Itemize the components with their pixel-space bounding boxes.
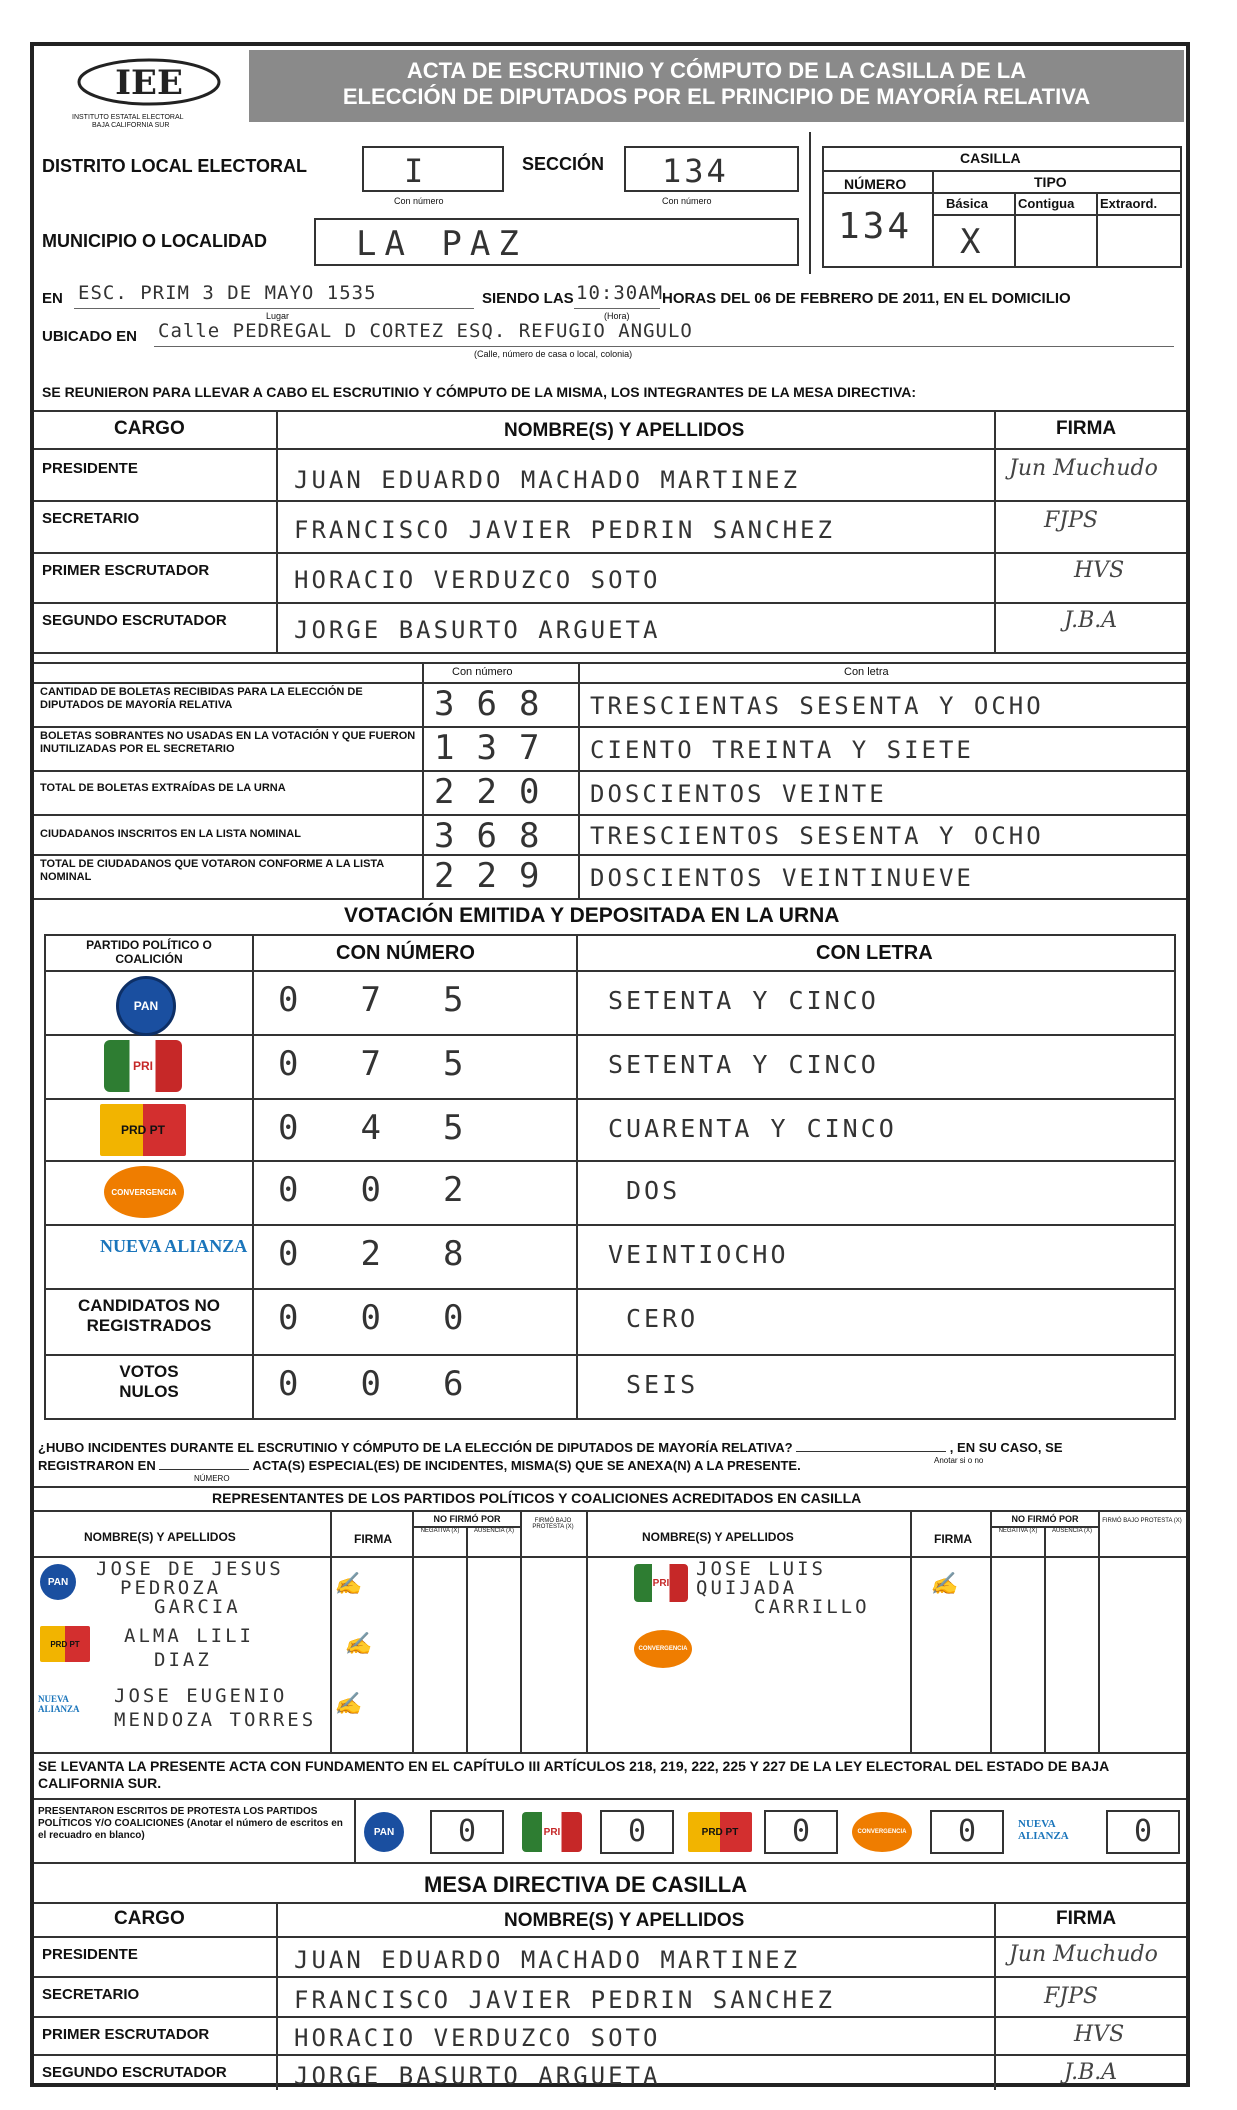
vote-num-no-registrados: 000: [278, 1298, 526, 1338]
lugar-caption: Lugar: [266, 311, 290, 321]
mesa-top-firma-3: J.B.A: [1064, 608, 1118, 633]
mesa-top-cargo-1: SECRETARIO: [42, 510, 140, 527]
hora-caption: (Hora): [604, 311, 630, 321]
municipality-label: MUNICIPIO O LOCALIDAD: [42, 231, 267, 251]
mesa-bottom-nombre-2: HORACIO VERDUZCO SOTO: [294, 2024, 661, 2052]
protesta-pan-logo-icon: PAN: [364, 1812, 404, 1852]
rep-left-1-name: ALMA LILI DIAZ: [124, 1625, 254, 1671]
section-field[interactable]: 134: [624, 146, 799, 192]
vote-letra-prd-pt: CUARENTA Y CINCO: [608, 1114, 897, 1143]
boleta-letra-4: DOSCIENTOS VEINTINUEVE: [590, 864, 974, 892]
boleta-label-1: BOLETAS SOBRANTES NO USADAS EN LA VOTACIÓN Y QUE FUERON INUTILIZADAS POR EL SECRETARIO: [40, 730, 416, 755]
boleta-label-3: CIUDADANOS INSCRITOS EN LA LISTA NOMINAL: [40, 828, 301, 840]
vote-letra-pan: SETENTA Y CINCO: [608, 986, 879, 1015]
fundamento-text: SE LEVANTA LA PRESENTE ACTA CON FUNDAMENTO EN EL CAPÍTULO III ARTÍCULOS 218, 219, 222, 225 Y 227 DE LA LEY ELECTORAL DEL ESTADO DE BAJA CALIFORNIA SUR.: [38, 1758, 1109, 1791]
rep-left-0-logo-icon: PAN: [40, 1564, 76, 1600]
domicilio-value: Calle PEDREGAL D CORTEZ ESQ. REFUGIO ANGULO: [158, 320, 693, 342]
protesta-pan-field[interactable]: 0: [430, 1810, 504, 1854]
protesta-pri-field[interactable]: 0: [600, 1810, 674, 1854]
title-banner: [249, 50, 1184, 122]
mesa-bottom-firma-0: Jun Muchudo: [1009, 1942, 1158, 1967]
representantes-title: REPRESENTANTES DE LOS PARTIDOS POLÍTICOS Y COALICIONES ACREDITADOS EN CASILLA: [212, 1490, 862, 1506]
mesa-bottom-firma-2: HVS: [1074, 2022, 1125, 2047]
protesta-nueva-alianza-field[interactable]: 0: [1106, 1810, 1180, 1854]
reunieron-text: SE REUNIERON PARA LLEVAR A CABO EL ESCRUTINIO Y CÓMPUTO DE LA MISMA, LOS INTEGRANTES DE LA MESA DIRECTIVA:: [42, 384, 917, 400]
votacion-table: [44, 934, 1176, 1420]
mesa-top-nombre-1: FRANCISCO JAVIER PEDRIN SANCHEZ: [294, 516, 835, 544]
convergencia-logo-icon: CONVERGENCIA: [104, 1166, 184, 1218]
anotar-caption: Anotar si o no: [934, 1456, 984, 1465]
mesa-top-cargo-3: SEGUNDO ESCRUTADOR: [42, 612, 227, 629]
rep-left-1-firma-icon: ✍: [344, 1632, 372, 1657]
incidentes-line-1: ¿HUBO INCIDENTES DURANTE EL ESCRUTINIO Y CÓMPUTO DE LA ELECCIÓN DE DIPUTADOS DE MAYORÍA RELATIVA? , EN SU CASO, SE: [38, 1440, 1063, 1455]
rep-right-0-firma-icon: ✍: [930, 1572, 958, 1597]
mesa-top-cargo-0: PRESIDENTE: [42, 460, 138, 477]
protesta-convergencia-logo-icon: CONVERGENCIA: [852, 1812, 912, 1852]
casilla-numero-value: 134: [838, 206, 913, 247]
rep-left-0-name: JOSE DE JESUS PEDROZA GARCIA: [96, 1558, 284, 1618]
letra-header: CON LETRA: [816, 942, 933, 964]
boleta-num-3: 368: [434, 816, 562, 856]
representantes-table: NOMBRE(S) Y APELLIDOS FIRMA NO FIRMÓ POR NEGATIVA (X) AUSENCIA (X) FIRMÓ BAJO PROTESTA (X) NOMBRE(S) Y APELLIDOS FIRMA NO FIRMÓ POR NEGATIVA (X) AUSENCIA (X) FIRMÓ BAJO PROTESTA (X) PAN JOSE DE JESUS PEDROZA GARCIA PRD PT ALMA LILI DIAZ NUEVA ALIANZA JOSE EUGENIO MENDOZA TORRES ✍ ✍ ✍ PRI JOSE LUIS QUIJADA CARRILLO ✍ CONVERGENCIA: [34, 1510, 1186, 1754]
horas-text: HORAS DEL 06 DE FEBRERO DE 2011, EN EL DOMICILIO: [662, 290, 1071, 307]
casilla-box: CASILLA NÚMERO TIPO Básica Contigua Extraord. 134 X: [822, 146, 1182, 268]
mesa-bottom-nombre-0: JUAN EDUARDO MACHADO MARTINEZ: [294, 1946, 801, 1974]
mesa-bottom-table: CARGO NOMBRE(S) Y APELLIDOS FIRMA PRESIDENTE SECRETARIO PRIMER ESCRUTADOR SEGUNDO ESCRUTADOR JUAN EDUARDO MACHADO MARTINEZ FRANCISCO JAVIER PEDRIN SANCHEZ HORACIO VERDUZCO SOTO JORGE BASURTO ARGUETA Jun Muchudo FJPS HVS J.B.A: [34, 1902, 1186, 2088]
vote-num-pri: 075: [278, 1044, 526, 1084]
mesa-bottom-cargo-2: PRIMER ESCRUTADOR: [42, 2026, 210, 2043]
numero-header: CON NÚMERO: [336, 942, 475, 964]
protesta-convergencia-field[interactable]: 0: [930, 1810, 1004, 1854]
boleta-letra-3: TRESCIENTOS SESENTA Y OCHO: [590, 822, 1044, 850]
votacion-title: VOTACIÓN EMITIDA Y DEPOSITADA EN LA URNA: [344, 904, 840, 927]
iee-logo: [54, 52, 244, 132]
mesa-bottom-title: MESA DIRECTIVA DE CASILLA: [424, 1872, 748, 1897]
protesta-text: PRESENTARON ESCRITOS DE PROTESTA LOS PARTIDOS POLÍTICOS Y/O COALICIONES (Anotar el número de escritos en el recuadro en blanco): [38, 1806, 343, 1841]
vote-letra-pri: SETENTA Y CINCO: [608, 1050, 879, 1079]
partido-header: PARTIDO POLÍTICO O COALICIÓN: [86, 938, 212, 966]
mesa-top-nombre-0: JUAN EDUARDO MACHADO MARTINEZ: [294, 466, 801, 494]
logo-caption-2: BAJA CALIFORNIA SUR: [92, 122, 170, 129]
mesa-top-firma-2: HVS: [1074, 558, 1125, 583]
vote-letra-nulos: SEIS: [626, 1370, 699, 1399]
acta-sheet: [30, 42, 1190, 2090]
vote-num-nulos: 006: [278, 1364, 526, 1404]
boleta-letra-1: CIENTO TREINTA Y SIETE: [590, 736, 974, 764]
numero-caption: NÚMERO: [194, 1474, 230, 1483]
rep-left-2-firma-icon: ✍: [334, 1692, 362, 1717]
nulos-label: VOTOS NULOS: [119, 1362, 179, 1401]
rep-left-2-name: JOSE EUGENIO MENDOZA TORRES: [114, 1685, 317, 1731]
section-caption: Con número: [662, 196, 712, 206]
boletas-table: Con número Con letra CANTIDAD DE BOLETAS RECIBIDAS PARA LA ELECCIÓN DE DIPUTADOS DE MAYORÍA RELATIVA 368 TRESCIENTAS SESENTA Y OCHO BOLETAS SOBRANTES NO USADAS EN LA VOTACIÓN Y QUE FUERON INUTILIZADAS POR EL SECRETARIO 137 CIENTO TREINTA Y SIETE TOTAL DE BOLETAS EXTRAÍDAS DE LA URNA 220 DOSCIENTOS VEINTE CIUDADANOS INSCRITOS EN LA LISTA NOMINAL 368 TRESCIENTOS SESENTA Y OCHO TOTAL DE CIUDADANOS QUE VOTARON CONFORME A LA LISTA NOMINAL 229 DOSCIENTOS VEINTINUEVE: [34, 662, 1186, 900]
mesa-top-nombre-3: JORGE BASURTO ARGUETA: [294, 616, 661, 644]
vote-num-prd-pt: 045: [278, 1108, 526, 1148]
title-line-2: ELECCIÓN DE DIPUTADOS POR EL PRINCIPIO DE MAYORÍA RELATIVA: [342, 84, 1091, 109]
mesa-top-firma-1: FJPS: [1044, 508, 1098, 533]
boleta-label-0: CANTIDAD DE BOLETAS RECIBIDAS PARA LA ELECCIÓN DE DIPUTADOS DE MAYORÍA RELATIVA: [40, 686, 363, 711]
protesta-pri-logo-icon: PRI: [522, 1812, 582, 1852]
boleta-num-4: 229: [434, 856, 562, 896]
mesa-bottom-cargo-3: SEGUNDO ESCRUTADOR: [42, 2064, 227, 2081]
pri-logo-icon: PRI: [104, 1040, 182, 1092]
boleta-label-2: TOTAL DE BOLETAS EXTRAÍDAS DE LA URNA: [40, 782, 286, 794]
prd-pt-logo-icon: PRD PT: [100, 1104, 186, 1156]
rep-left-2-logo-icon: NUEVA ALIANZA: [38, 1694, 80, 1714]
vote-num-convergencia: 002: [278, 1170, 526, 1210]
section-label: SECCIÓN: [522, 154, 605, 174]
ubicado-label: UBICADO EN: [42, 328, 138, 345]
vote-letra-no-registrados: CERO: [626, 1304, 699, 1333]
boleta-label-4: TOTAL DE CIUDADANOS QUE VOTARON CONFORME A LA LISTA NOMINAL: [40, 858, 384, 883]
district-label: DISTRITO LOCAL ELECTORAL: [42, 156, 308, 176]
mesa-top-table: CARGO NOMBRE(S) Y APELLIDOS FIRMA PRESIDENTE SECRETARIO PRIMER ESCRUTADOR SEGUNDO ESCRUTADOR JUAN EDUARDO MACHADO MARTINEZ FRANCISCO JAVIER PEDRIN SANCHEZ HORACIO VERDUZCO SOTO JORGE BASURTO ARGUETA Jun Muchudo FJPS HVS J.B.A: [34, 410, 1186, 654]
nueva-alianza-logo-icon: NUEVA ALIANZA: [100, 1236, 248, 1256]
pan-logo-icon: PAN: [116, 976, 176, 1036]
mesa-bottom-firma-1: FJPS: [1044, 1984, 1098, 2009]
mesa-bottom-nombre-3: JORGE BASURTO ARGUETA: [294, 2062, 661, 2090]
no-registrados-label: CANDIDATOS NO REGISTRADOS: [78, 1296, 220, 1335]
mesa-top-nombre-2: HORACIO VERDUZCO SOTO: [294, 566, 661, 594]
logo-caption-1: INSTITUTO ESTATAL ELECTORAL: [72, 114, 184, 121]
rep-right-1-logo-icon: CONVERGENCIA: [634, 1630, 692, 1668]
divider: [809, 132, 811, 274]
mesa-top-firma-0: Jun Muchudo: [1009, 456, 1158, 481]
protesta-row: [34, 1798, 1186, 1864]
vote-letra-nueva-alianza: VEINTIOCHO: [608, 1240, 789, 1269]
lugar-value: ESC. PRIM 3 DE MAYO 1535: [78, 282, 377, 304]
protesta-prd-pt-logo-icon: PRD PT: [688, 1812, 752, 1852]
title-line-1: ACTA DE ESCRUTINIO Y CÓMPUTO DE LA CASILLA DE LA: [406, 58, 1027, 83]
mesa-bottom-firma-3: J.B.A: [1064, 2060, 1118, 2085]
siendo-label: SIENDO LAS: [482, 290, 574, 307]
boleta-letra-2: DOSCIENTOS VEINTE: [590, 780, 887, 808]
domicilio-caption: (Calle, número de casa o local, colonia): [474, 349, 633, 359]
boleta-num-0: 368: [434, 684, 562, 724]
rep-right-0-name: JOSE LUIS QUIJADA CARRILLO: [696, 1558, 870, 1618]
rep-left-0-firma-icon: ✍: [334, 1572, 362, 1597]
mesa-bottom-cargo-1: SECRETARIO: [42, 1986, 140, 2003]
mesa-bottom-nombre-1: FRANCISCO JAVIER PEDRIN SANCHEZ: [294, 1986, 835, 2014]
boleta-num-2: 220: [434, 772, 562, 812]
vote-num-pan: 075: [278, 980, 526, 1020]
district-caption: Con número: [394, 196, 444, 206]
municipality-field[interactable]: LA PAZ: [314, 218, 799, 266]
protesta-nueva-alianza-logo-icon: NUEVA ALIANZA: [1018, 1818, 1069, 1842]
protesta-prd-pt-field[interactable]: 0: [764, 1810, 838, 1854]
incidentes-line-2: REGISTRARON EN ACTA(S) ESPECIAL(ES) DE INCIDENTES, MISMA(S) QUE SE ANEXA(N) A LA PRESENTE.: [38, 1458, 801, 1473]
rep-left-1-logo-icon: PRD PT: [40, 1626, 90, 1662]
rep-right-0-logo-icon: PRI: [634, 1564, 688, 1602]
boleta-num-1: 137: [434, 728, 562, 768]
mesa-top-cargo-2: PRIMER ESCRUTADOR: [42, 562, 210, 579]
svg-text:IEE: IEE: [115, 63, 183, 103]
casilla-basica-value: X: [960, 222, 984, 262]
boleta-letra-0: TRESCIENTAS SESENTA Y OCHO: [590, 692, 1044, 720]
mesa-bottom-cargo-0: PRESIDENTE: [42, 1946, 138, 1963]
district-field[interactable]: I: [362, 146, 504, 192]
vote-num-nueva-alianza: 028: [278, 1234, 526, 1274]
hora-value: 10:30AM: [576, 282, 664, 304]
en-label: EN: [42, 290, 63, 307]
vote-letra-convergencia: DOS: [626, 1176, 681, 1205]
